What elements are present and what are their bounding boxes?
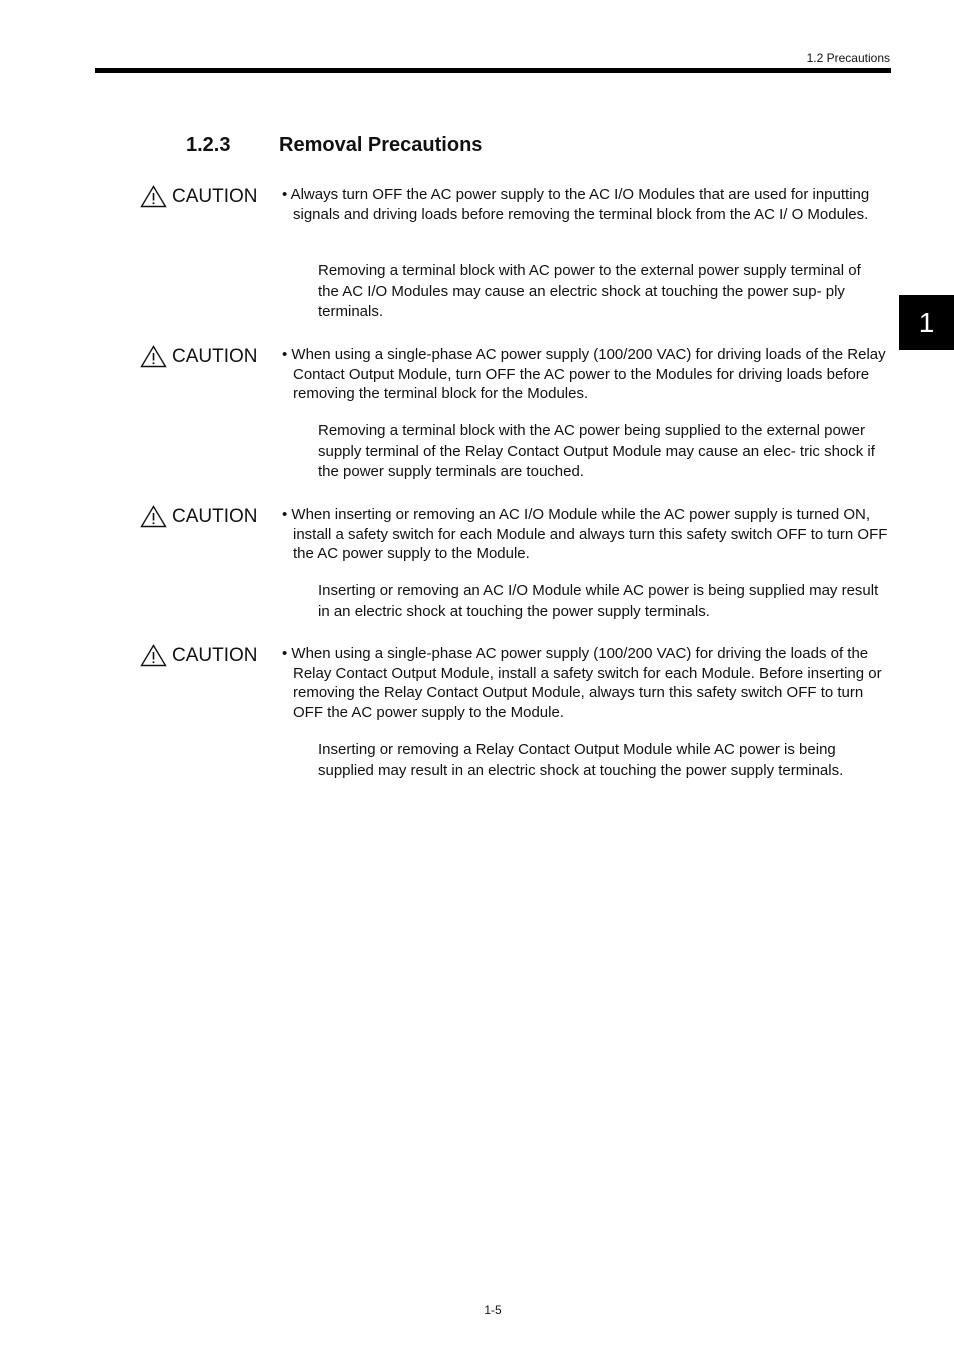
warning-triangle-icon — [140, 505, 167, 528]
caution-detail: Inserting or removing a Relay Contact Output Module while AC power is being supplied may result in an electric shock at touching the power supply terminals. — [318, 741, 844, 779]
section-number: 1.2.3 — [186, 134, 231, 156]
section-heading — [186, 134, 482, 157]
caution-label — [140, 185, 258, 208]
warning-triangle-icon — [140, 185, 167, 208]
page-number: 1-5 — [484, 1303, 502, 1317]
caution-detail: Removing a terminal block with AC power to the external power supply terminal of the AC I/O Modules may cause an electric shock at touching the power sup- ply terminals. — [318, 262, 861, 320]
caution-label — [140, 644, 258, 667]
caution-detail: Removing a terminal block with the AC power being supplied to the external power supply terminal of the Relay Contact Output Module may cause an elec- tric shock if the power supply terminals are touched. — [318, 422, 875, 480]
caution-label — [140, 505, 258, 528]
chapter-tab: 1 — [899, 295, 954, 350]
running-header: 1.2 Precautions — [806, 51, 890, 65]
header-rule — [95, 68, 891, 73]
caution-text: CAUTION — [172, 185, 258, 207]
caution-text: CAUTION — [172, 644, 258, 666]
caution-bullet: • Always turn OFF the AC power supply to the AC I/O Modules that are used for inputting signals and driving loads before removing the terminal block from the AC I/ O Modules. — [282, 186, 870, 223]
caution-text: CAUTION — [172, 345, 258, 367]
caution-label — [140, 345, 258, 368]
caution-bullet: • When using a single-phase AC power supply (100/200 VAC) for driving loads of the Relay Contact Output Module, turn OFF the AC power to the Modules for driving loads before removing the terminal block for the Modules. — [282, 346, 886, 402]
caution-text: CAUTION — [172, 505, 258, 527]
section-title: Removal Precautions — [279, 134, 483, 156]
caution-bullet: • When using a single-phase AC power supply (100/200 VAC) for driving the loads of the Relay Contact Output Module, install a safety switch for each Module. Before inserting or removing the Relay Contact Output Module, always turn this safety switch OFF to turn OFF the AC power supply to the Module. — [282, 645, 882, 721]
caution-detail: Inserting or removing an AC I/O Module while AC power is being supplied may result in an electric shock at touching the power supply terminals. — [318, 582, 879, 620]
warning-triangle-icon — [140, 345, 167, 368]
caution-bullet: • When inserting or removing an AC I/O Module while the AC power supply is turned ON, install a safety switch for each Module and always turn this safety switch OFF to turn OFF the AC power supply to the Module. — [282, 506, 888, 562]
warning-triangle-icon — [140, 644, 167, 667]
